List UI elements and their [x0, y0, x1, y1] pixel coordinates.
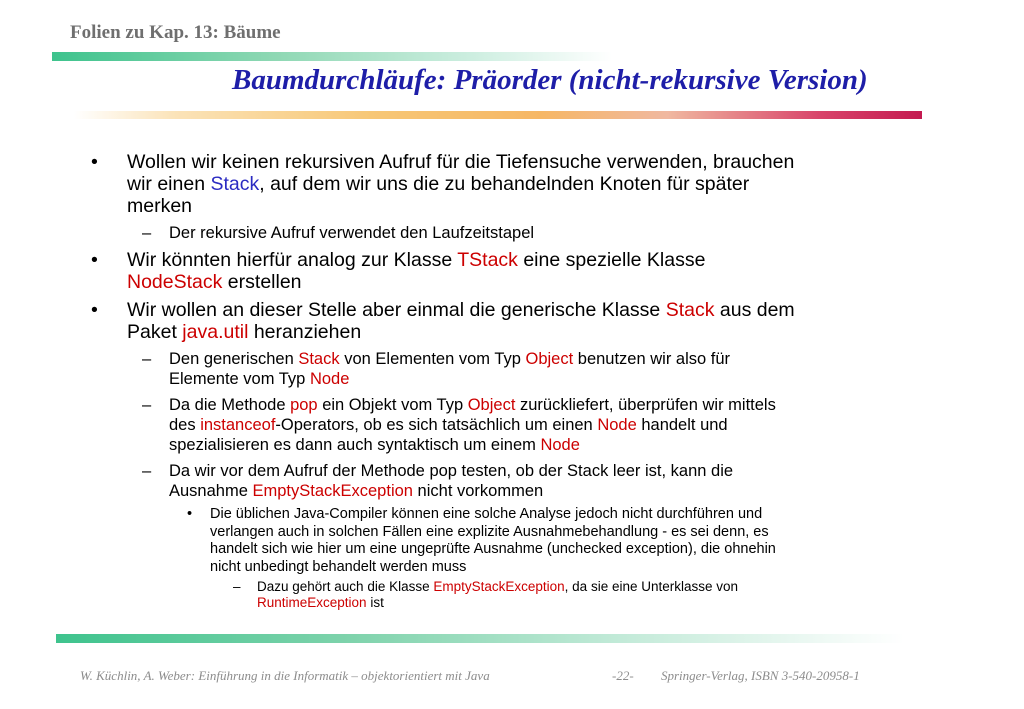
text: ist	[366, 595, 384, 610]
text: von Elementen vom Typ	[339, 350, 526, 368]
bullet-3-sub-3-item-1	[187, 506, 930, 576]
text: verlangen auch in solchen Fällen eine explizite Ausnahmebehandlung - es sei denn, es	[210, 523, 769, 540]
text: nicht unbedingt behandelt werden muss	[210, 558, 467, 575]
bullet-3-sub-3	[142, 461, 949, 501]
text: Den generischen	[169, 350, 299, 368]
chapter-header: Folien zu Kap. 13: Bäume	[70, 22, 281, 43]
dash-mark: –	[142, 350, 152, 368]
text: Dazu gehört auch die Klasse	[257, 579, 434, 594]
line	[210, 506, 930, 524]
text: eine spezielle Klasse	[517, 249, 706, 271]
text: , da sie eine Unterklasse von	[564, 579, 739, 594]
dash-mark: –	[142, 396, 152, 414]
bottom-decorative-bar	[56, 634, 904, 643]
line	[127, 299, 947, 321]
line	[257, 595, 917, 611]
line	[210, 559, 930, 577]
text: handelt und	[636, 416, 728, 434]
keyword-pop: pop	[290, 396, 318, 414]
text: Da wir vor dem Aufruf der Methode pop testen, ob der Stack leer ist, kann die	[169, 462, 734, 480]
line	[210, 541, 930, 559]
text: Wir könnten hierfür analog zur Klasse	[127, 249, 458, 271]
footer-page-number: -22-	[612, 668, 634, 683]
bullet-mark: •	[91, 151, 98, 173]
bullet-mark: •	[187, 506, 193, 522]
keyword-object: Object	[525, 350, 574, 368]
text: benutzen wir also für	[573, 350, 731, 368]
text: , auf dem wir uns die zu behandelnden Knoten für später	[259, 173, 750, 195]
line	[169, 369, 949, 389]
top-decorative-bar	[52, 52, 612, 61]
line	[169, 395, 949, 415]
text: ein Objekt vom Typ	[317, 396, 468, 414]
keyword-nodestack: NodeStack	[127, 271, 223, 293]
bullet-3-sub-1	[142, 349, 949, 389]
line	[257, 579, 917, 595]
line	[169, 461, 949, 481]
bullet-3-sub-2	[142, 395, 949, 455]
text: wir einen	[127, 173, 211, 195]
bullet-mark: •	[91, 299, 98, 321]
bullet-3	[91, 299, 947, 343]
line	[127, 271, 947, 293]
slide-title: Baumdurchläufe: Präorder (nicht-rekursive Version)	[232, 64, 868, 96]
text: Ausnahme	[169, 482, 253, 500]
keyword-node: Node	[309, 370, 350, 388]
keyword-node: Node	[540, 436, 580, 454]
line	[169, 349, 949, 369]
line	[210, 524, 930, 542]
dash-mark: –	[142, 224, 152, 242]
text: Der rekursive Aufruf verwendet den Laufzeitstapel	[169, 224, 535, 242]
text: Da die Methode	[169, 396, 291, 414]
text: des	[169, 416, 201, 434]
line	[127, 173, 947, 195]
keyword-tstack: TStack	[457, 249, 518, 271]
bullet-1-sub-1	[142, 223, 949, 243]
line	[169, 435, 949, 455]
bullet-mark: •	[91, 249, 98, 271]
line	[127, 249, 947, 271]
text: zurückliefert, überprüfen wir mittels	[515, 396, 776, 414]
text: Die üblichen Java-Compiler können eine solche Analyse jedoch nicht durchführen und	[210, 506, 763, 522]
bullet-1	[91, 151, 947, 217]
footer-publisher: Springer-Verlag, ISBN 3-540-20958-1	[661, 668, 860, 683]
text: Wir wollen an dieser Stelle aber einmal die generische Klasse	[127, 299, 666, 321]
text: aus dem	[714, 299, 795, 321]
keyword-stack: Stack	[298, 350, 340, 368]
dash-mark: –	[142, 462, 152, 480]
text: -Operators, ob es sich tatsächlich um einen	[275, 416, 598, 434]
keyword-object: Object	[467, 396, 516, 414]
line	[169, 481, 949, 501]
keyword-emptystackexception: EmptyStackException	[252, 482, 413, 500]
text: Paket	[127, 321, 183, 343]
keyword-runtimeexception: RuntimeException	[257, 595, 367, 610]
keyword-instanceof: instanceof	[200, 416, 276, 434]
text: Elemente vom Typ	[169, 370, 310, 388]
keyword-stack: Stack	[210, 173, 260, 195]
line	[127, 321, 947, 343]
text: erstellen	[222, 271, 302, 293]
dash-mark: –	[233, 579, 241, 594]
bullet-3-sub-3-item-1-sub-1	[233, 579, 917, 611]
keyword-emptystackexception: EmptyStackException	[433, 579, 565, 594]
line	[127, 195, 947, 217]
line	[169, 415, 949, 435]
text: Wollen wir keinen rekursiven Aufruf für die Tiefensuche verwenden, brauchen	[127, 151, 795, 173]
line	[127, 151, 947, 173]
title-underline-bar	[74, 111, 922, 119]
text: nicht vorkommen	[412, 482, 544, 500]
keyword-stack: Stack	[665, 299, 715, 321]
keyword-java-util: java.util	[182, 321, 249, 343]
text: spezialisieren es dann auch syntaktisch um einem	[169, 436, 541, 454]
text: merken	[127, 195, 193, 217]
text: handelt sich wie hier um eine ungeprüfte Ausnahme (unchecked exception), die ohnehin	[210, 541, 776, 557]
keyword-node: Node	[597, 416, 637, 434]
text: heranziehen	[248, 321, 362, 343]
footer-authors: W. Küchlin, A. Weber: Einführung in die Informatik – objektorientiert mit Java	[80, 668, 490, 683]
bullet-2	[91, 249, 947, 293]
